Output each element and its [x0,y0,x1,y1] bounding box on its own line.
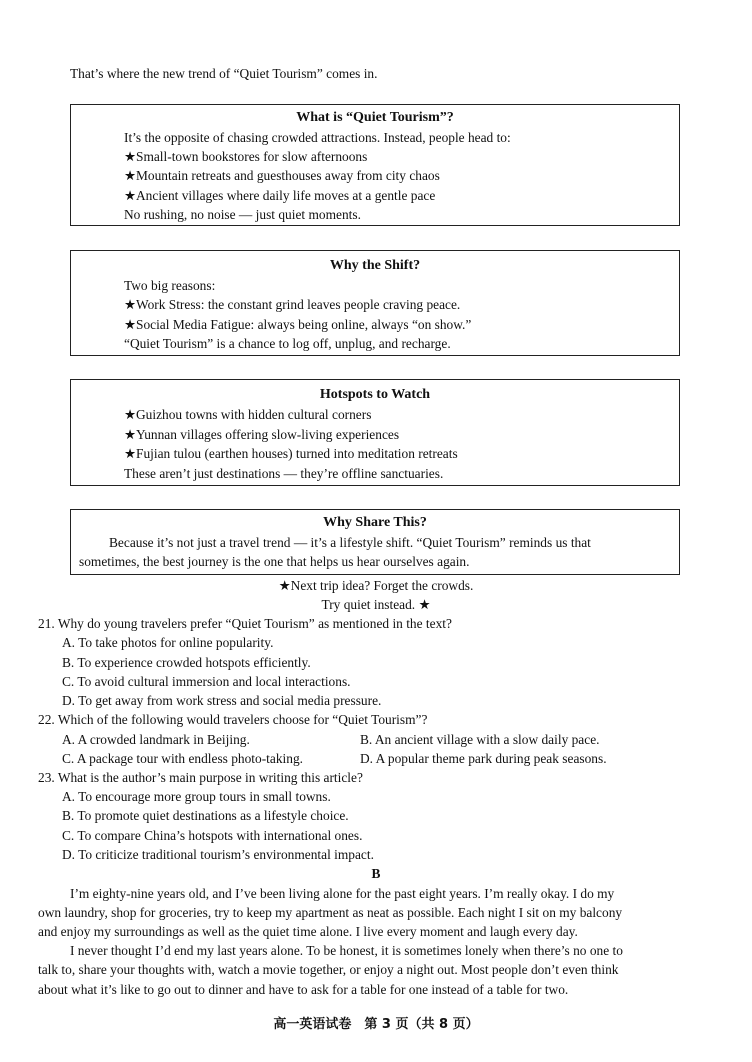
box-line: ★Yunnan villages offering slow-living experiences [124,427,400,442]
box-line: ★Ancient villages where daily life moves at a gentle pace [124,188,436,203]
box-line: ★Fujian tulou (earthen houses) turned into meditation retreats [124,446,458,461]
answer-option: A. To take photos for online popularity. [62,635,274,650]
passage-line: about what it’s like to go out to dinner and have to ask for a table for one instead of a table for two. [38,982,569,997]
answer-option: B. An ancient village with a slow daily pace. [360,732,600,747]
box-title: What is “Quiet Tourism”? [296,110,454,125]
box-line: It’s the opposite of chasing crowded attractions. Instead, people head to: [124,130,511,145]
answer-option: D. To criticize traditional tourism’s environmental impact. [62,847,374,862]
intro-line: That’s where the new trend of “Quiet Tourism” comes in. [70,66,378,81]
question-stem: 21. Why do young travelers prefer “Quiet Tourism” as mentioned in the text? [38,616,452,631]
answer-option: A. To encourage more group tours in small towns. [62,789,331,804]
what-is-quiet-tourism-box [70,104,680,226]
why-the-shift-box [70,250,680,356]
box-line: ★Work Stress: the constant grind leaves people craving peace. [124,297,461,312]
answer-option: C. To compare China’s hotspots with international ones. [62,828,363,843]
box-line: These aren’t just destinations — they’re offline sanctuaries. [124,466,444,481]
box-line: ★Mountain retreats and guesthouses away from city chaos [124,168,440,183]
box-title: Why Share This? [323,515,427,530]
closing-line: ★Next trip idea? Forget the crowds. [278,578,474,593]
answer-option: D. A popular theme park during peak seasons. [360,751,607,766]
question-stem: 22. Which of the following would travelers choose for “Quiet Tourism”? [38,712,428,727]
box-line: sometimes, the best journey is the one that helps us hear ourselves again. [79,554,470,569]
passage-line: talk to, share your thoughts with, watch a movie together, or enjoy a night out. Most people don’t even think [38,962,619,977]
answer-option: D. To get away from work stress and social media pressure. [62,693,382,708]
closing-line: Try quiet instead. ★ [321,597,431,612]
box-line: Because it’s not just a travel trend — it’s a lifestyle shift. “Quiet Tourism” reminds us that [109,535,591,550]
box-line: Two big reasons: [124,278,216,293]
box-line: “Quiet Tourism” is a chance to log off, unplug, and recharge. [124,336,451,351]
hotspots-box [70,379,680,486]
box-line: ★Small-town bookstores for slow afternoons [124,149,368,164]
passage-line: own laundry, shop for groceries, try to keep my apartment as neat as possible. Each night I sit on my balcony [38,905,623,920]
answer-option: B. To experience crowded hotspots efficiently. [62,655,311,670]
box-title: Hotspots to Watch [319,387,431,402]
passage-line: and enjoy my surroundings as well as the quiet time alone. I live every moment and laugh every day. [38,924,578,939]
box-title: Why the Shift? [329,258,421,273]
section-heading: B [371,866,381,881]
question-stem: 23. What is the author’s main purpose in writing this article? [38,770,363,785]
answer-option: C. A package tour with endless photo-taking. [62,751,303,766]
page-footer: 高一英语试卷 第 3 页（共 8 页） [273,1017,479,1032]
why-share-box [70,509,680,575]
answer-option: A. A crowded landmark in Beijing. [62,732,250,747]
answer-option: B. To promote quiet destinations as a lifestyle choice. [62,808,349,823]
passage-line: I never thought I’d end my last years alone. To be honest, it is sometimes lonely when there’s no one to [70,943,623,958]
box-line: No rushing, no noise — just quiet moments. [124,207,361,222]
box-line: ★Social Media Fatigue: always being online, always “on show.” [124,317,472,332]
passage-line: I’m eighty-nine years old, and I’ve been living alone for the past eight years. I’m really okay. I do my [70,886,615,901]
answer-option: C. To avoid cultural immersion and local interactions. [62,674,351,689]
box-line: ★Guizhou towns with hidden cultural corners [124,407,372,422]
